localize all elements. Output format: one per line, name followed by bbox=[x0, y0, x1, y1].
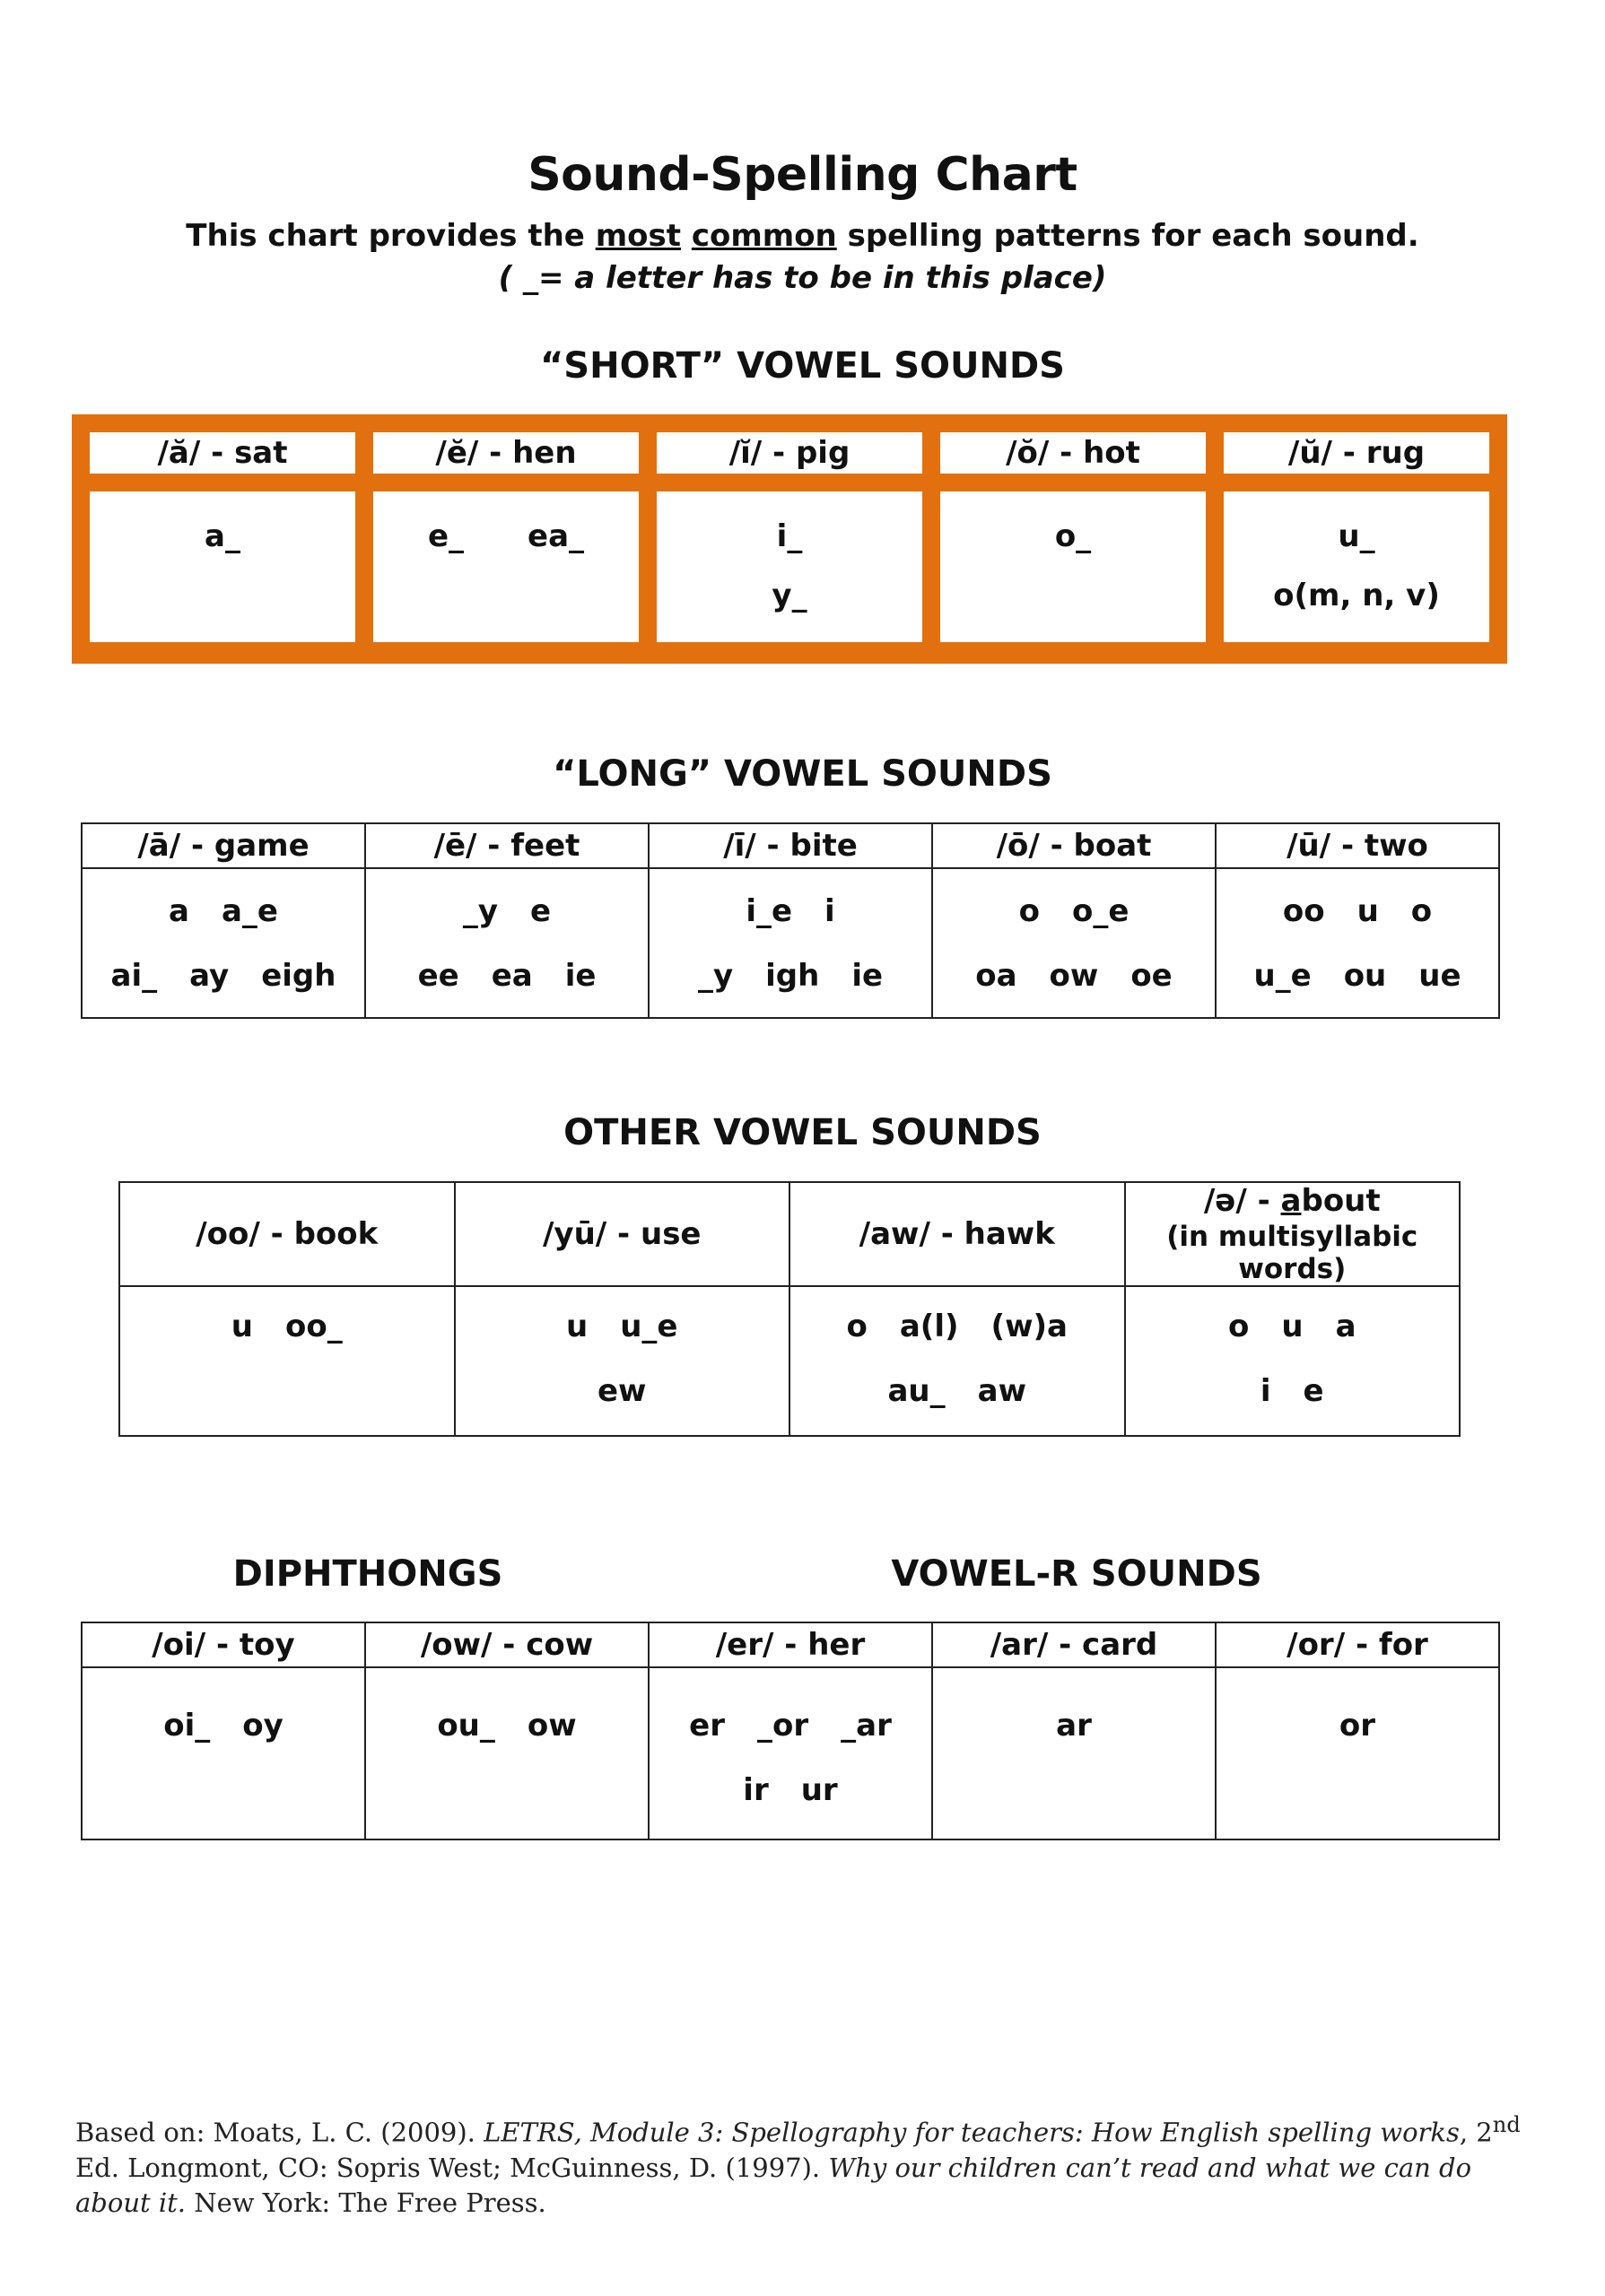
spelling: ew bbox=[598, 1373, 647, 1409]
spelling: u bbox=[566, 1309, 589, 1344]
spelling: ou_ bbox=[437, 1708, 495, 1744]
long-vowel-table bbox=[81, 822, 1500, 1019]
spelling-line bbox=[1126, 1294, 1460, 1359]
spelling: o bbox=[846, 1309, 868, 1344]
spelling: a(l) bbox=[899, 1309, 959, 1344]
long-cell-i bbox=[649, 868, 932, 1018]
spelling: u bbox=[231, 1309, 253, 1344]
spelling: u bbox=[1356, 892, 1379, 929]
vowelr-head-her: /er/ - her bbox=[649, 1622, 932, 1667]
spelling: ou bbox=[1343, 957, 1387, 994]
subtitle-space bbox=[681, 218, 692, 254]
page-subtitle bbox=[0, 218, 1605, 254]
spelling: ai_ bbox=[110, 957, 158, 994]
subtitle-text-end: spelling patterns for each sound. bbox=[836, 218, 1419, 254]
other-cell-schwa bbox=[1125, 1286, 1461, 1436]
long-head-a: /ā/ - game bbox=[82, 823, 365, 868]
spelling: er bbox=[689, 1708, 725, 1744]
vowelr-head-card: /ar/ - card bbox=[932, 1622, 1216, 1667]
spelling: e bbox=[1303, 1373, 1324, 1409]
spelling: e bbox=[530, 892, 552, 929]
citation-title-letrs: LETRS, Module 3: Spellography for teachers: How English spelling works bbox=[484, 2117, 1460, 2148]
spelling: oi_ bbox=[163, 1708, 211, 1744]
long-vowel-title: “LONG” VOWEL SOUNDS bbox=[553, 753, 1052, 795]
short-cell-o bbox=[940, 491, 1206, 642]
table-row-body bbox=[82, 868, 1499, 1018]
spelling-line bbox=[120, 1294, 454, 1359]
spelling: ow bbox=[527, 1708, 577, 1744]
short-vowel-title: “SHORT” VOWEL SOUNDS bbox=[540, 345, 1065, 387]
spelling: i_e bbox=[746, 892, 793, 929]
spelling: ow bbox=[1049, 957, 1099, 994]
spelling: oo_ bbox=[285, 1309, 343, 1344]
vowel-r-title: VOWEL-R SOUNDS bbox=[891, 1553, 1262, 1595]
long-head-i: /ī/ - bite bbox=[649, 823, 932, 868]
spelling: _y bbox=[462, 892, 499, 929]
spelling-line bbox=[650, 1758, 931, 1822]
subtitle-underlined-most: most bbox=[595, 218, 681, 254]
other-cell-use bbox=[455, 1286, 790, 1436]
schwa-head-underline: a bbox=[1280, 1183, 1302, 1219]
spelling: _ar bbox=[841, 1708, 892, 1744]
diph-head-cow: /ow/ - cow bbox=[365, 1622, 649, 1667]
other-head-use: /yū/ - use bbox=[455, 1182, 790, 1286]
spelling: _y bbox=[697, 957, 734, 994]
long-cell-o bbox=[932, 868, 1216, 1018]
other-vowel-title: OTHER VOWEL SOUNDS bbox=[563, 1112, 1042, 1153]
spelling: ay bbox=[189, 957, 230, 994]
short-head-a: /ă/ - sat bbox=[90, 432, 355, 474]
spelling-line: o_ bbox=[1054, 518, 1092, 554]
spelling-line bbox=[83, 944, 364, 1008]
diph-cell-cow bbox=[365, 1667, 649, 1839]
vowelr-cell-for bbox=[1216, 1667, 1499, 1839]
citation-superscript: nd bbox=[1492, 2112, 1521, 2137]
spelling-line bbox=[1217, 1693, 1498, 1758]
spelling: u bbox=[1281, 1309, 1304, 1344]
long-head-u: /ū/ - two bbox=[1216, 823, 1499, 868]
short-cell-a bbox=[90, 491, 355, 642]
citation-title-mcguinness: Why our children can’t read and what we can do about it. bbox=[75, 2152, 1472, 2218]
table-row-header bbox=[119, 1182, 1460, 1286]
schwa-head-text-end: bout bbox=[1301, 1183, 1381, 1219]
long-cell-a bbox=[82, 868, 365, 1018]
spelling: ie bbox=[851, 957, 884, 994]
spelling-line bbox=[650, 944, 931, 1008]
spelling: eigh bbox=[261, 957, 336, 994]
spelling-line: u_ bbox=[1338, 518, 1375, 554]
spelling: ar bbox=[1056, 1708, 1092, 1744]
spelling-line bbox=[83, 1693, 364, 1758]
spelling: aw bbox=[977, 1373, 1026, 1409]
spelling-line bbox=[1217, 879, 1498, 944]
citation-text: , 2 bbox=[1459, 2117, 1493, 2148]
spelling: au_ bbox=[887, 1373, 946, 1409]
spelling: ue bbox=[1418, 957, 1461, 994]
spelling-line: o(m, n, v) bbox=[1273, 578, 1440, 613]
schwa-head-text: /ə/ - bbox=[1203, 1183, 1281, 1219]
spelling-line bbox=[366, 944, 648, 1008]
spelling-line bbox=[790, 1294, 1124, 1359]
other-cell-book bbox=[119, 1286, 455, 1436]
spelling-line bbox=[790, 1359, 1124, 1423]
spelling-line bbox=[933, 879, 1215, 944]
spelling: ie bbox=[564, 957, 597, 994]
spelling-line: i_ bbox=[776, 518, 803, 554]
spelling: or bbox=[1339, 1708, 1376, 1744]
short-head-e: /ĕ/ - hen bbox=[373, 432, 639, 474]
citation-text: Based on: Moats, L. C. (2009). bbox=[75, 2117, 484, 2148]
short-cell-i bbox=[657, 491, 922, 642]
table-row-header bbox=[82, 823, 1499, 868]
spelling: o bbox=[1018, 892, 1040, 929]
short-head-i: /ĭ/ - pig bbox=[657, 432, 922, 474]
spelling: ir bbox=[743, 1772, 769, 1808]
long-head-o: /ō/ - boat bbox=[932, 823, 1216, 868]
spelling-line bbox=[1126, 1359, 1460, 1423]
spelling-line: e_ ea_ bbox=[427, 518, 585, 554]
other-head-hawk: /aw/ - hawk bbox=[789, 1182, 1125, 1286]
spelling: i bbox=[1260, 1373, 1271, 1409]
table-row-body bbox=[119, 1286, 1460, 1436]
citation-text: New York: The Free Press. bbox=[186, 2187, 546, 2218]
spelling: o bbox=[1227, 1309, 1250, 1344]
placeholder-note: ( _= a letter has to be in this place) bbox=[498, 260, 1107, 296]
other-head-schwa bbox=[1125, 1182, 1461, 1286]
diph-cell-toy bbox=[82, 1667, 365, 1839]
table-row-body bbox=[90, 491, 1489, 642]
spelling-line bbox=[83, 879, 364, 944]
spelling: i bbox=[824, 892, 835, 929]
spelling-line bbox=[456, 1359, 789, 1423]
spelling: (w)a bbox=[990, 1309, 1068, 1344]
short-vowel-table bbox=[72, 414, 1507, 660]
spelling: a bbox=[1335, 1309, 1356, 1344]
spelling-line: y_ bbox=[772, 578, 807, 613]
subtitle-underlined-common: common bbox=[691, 218, 837, 254]
spelling: ur bbox=[800, 1772, 838, 1808]
long-cell-u bbox=[1216, 868, 1499, 1018]
short-cell-e bbox=[373, 491, 639, 642]
spelling-line bbox=[650, 1693, 931, 1758]
spelling: ee bbox=[417, 957, 459, 994]
spelling: a_e bbox=[221, 892, 278, 929]
diph-head-toy: /oi/ - toy bbox=[82, 1622, 365, 1667]
page-title: Sound-Spelling Chart bbox=[528, 148, 1077, 202]
schwa-subnote: (in multisyllabic words) bbox=[1166, 1221, 1418, 1285]
other-cell-hawk bbox=[789, 1286, 1125, 1436]
spelling-line bbox=[933, 944, 1215, 1008]
short-head-u: /ŭ/ - rug bbox=[1224, 432, 1489, 474]
table-row-header bbox=[90, 432, 1489, 474]
spelling-line bbox=[1217, 944, 1498, 1008]
spelling: oy bbox=[242, 1708, 283, 1744]
spelling: u_e bbox=[620, 1309, 678, 1344]
spelling: oo bbox=[1282, 892, 1325, 929]
spelling-line bbox=[456, 1294, 789, 1359]
other-vowel-table bbox=[118, 1181, 1461, 1437]
diphthong-vowel-r-table bbox=[81, 1622, 1500, 1840]
spelling: oa bbox=[975, 957, 1017, 994]
spelling-line bbox=[650, 879, 931, 944]
spelling: o_e bbox=[1071, 892, 1130, 929]
long-cell-e bbox=[365, 868, 649, 1018]
spelling: ea bbox=[491, 957, 533, 994]
subtitle-text: This chart provides the bbox=[186, 218, 596, 254]
vowelr-head-for: /or/ - for bbox=[1216, 1622, 1499, 1667]
spelling-line bbox=[366, 1693, 648, 1758]
other-head-book: /oo/ - book bbox=[119, 1182, 455, 1286]
short-head-o: /ŏ/ - hot bbox=[940, 432, 1206, 474]
spelling: _or bbox=[756, 1708, 809, 1744]
diphthongs-title: DIPHTHONGS bbox=[232, 1553, 503, 1595]
schwa-head bbox=[1204, 1183, 1381, 1219]
spelling-line bbox=[933, 1693, 1215, 1758]
table-row-body bbox=[82, 1667, 1499, 1839]
spelling: o bbox=[1410, 892, 1433, 929]
spelling: oe bbox=[1130, 957, 1173, 994]
vowelr-cell-her bbox=[649, 1667, 932, 1839]
spelling: a bbox=[169, 892, 189, 929]
citation bbox=[75, 2108, 1547, 2221]
spelling-line: a_ bbox=[205, 518, 240, 554]
short-cell-u bbox=[1224, 491, 1489, 642]
spelling: igh bbox=[765, 957, 820, 994]
citation-text: Ed. Longmont, CO: Sopris West; McGuinness, D. (1997). bbox=[75, 2152, 829, 2183]
spelling-line bbox=[366, 879, 648, 944]
table-row-header bbox=[82, 1622, 1499, 1667]
long-head-e: /ē/ - feet bbox=[365, 823, 649, 868]
spelling: u_e bbox=[1253, 957, 1312, 994]
vowelr-cell-card bbox=[932, 1667, 1216, 1839]
